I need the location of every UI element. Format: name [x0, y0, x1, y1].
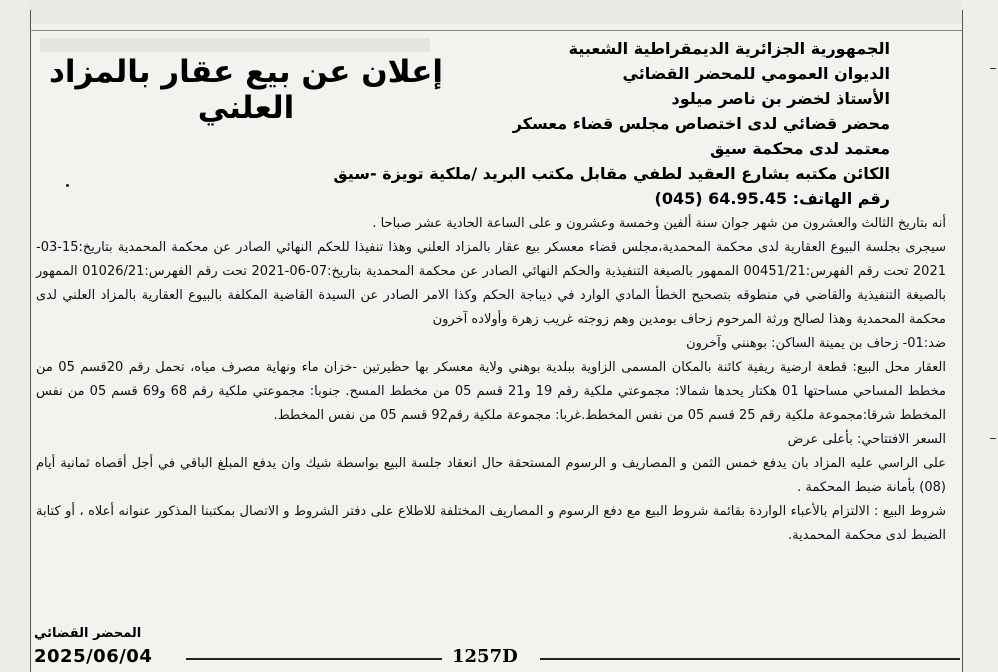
margin-tick [990, 68, 996, 69]
header-line-court: معتمد لدى محكمة سيق [710, 139, 890, 158]
judgment-paragraph: سيجرى بجلسة البيوع العقارية لدى محكمة المحمدية،مجلس قضاء معسكر بيع عقار بالمزاد العلني وهذا تنفيذا للحكم النهائي الصادر عن محكمة المحمدية بتاريخ:15-03-2021 تحت رقم الفهرس:00451/21 الممهور بالصيغة التنفيذية والحكم النهائي الصادر عن محكمة المحمدية بتاريخ:07-06-2021 تحت رقم الفهرس:01026/21 الممهور بالصيغة التنفيذية والقاضي في منطوقه بتصحيح الخطأ المادي الوارد في ديباجة الحكم وكذا الامر الصادر عن السيدة القاضية المكلفة بالبيوع العقارية بالمزاد العلني لدى محكمة المحمدية وهذا لصالح ورثة المرحوم زحاف بومدين وهم زوجته غريب زهرة وأولاده آخرون [36, 240, 946, 327]
sale-conditions-paragraph: شروط البيع : الالتزام بالأعباء الواردة بقائمة شروط البيع مع دفع الرسوم و المصاريف المختلفة للاطلاع على دفتر الشروط و الاتصال بمكتبنا المذكور عنوانه أعلاه ، أو كتابة الضبط لدى محكمة المحمدية. [36, 504, 946, 543]
issuer-header [333, 36, 890, 211]
top-rule [30, 30, 962, 31]
opening-price-paragraph: السعر الافتتاحي: بأعلى عرض [787, 432, 946, 447]
announcement-body [36, 212, 954, 548]
announcement-title: إعلان عن بيع عقار بالمزاد العلني [48, 54, 443, 126]
top-margin-strip [0, 0, 998, 24]
defendant-paragraph: ضد:01- زحاف بن يمينة الساكن: بوهنني وآخرون [686, 336, 946, 351]
footer-rule-right [540, 658, 960, 660]
margin-tick [990, 438, 996, 439]
header-line-phone: رقم الهاتف: 64.95.45 (045) [654, 189, 890, 208]
left-margin [0, 0, 30, 672]
right-margin [962, 0, 998, 672]
bleed-through-text [40, 38, 430, 52]
payment-terms-paragraph: على الراسي عليه المزاد بان يدفع خمس الثمن و المصاريف و الرسوم المستحقة حال انعقاد جلسة البيع بواسطة شيك وان يدفع المبلغ الباقي في أجل أقصاه ثمانية أيام (08) بأمانة ضبط المحكمة . [36, 456, 946, 495]
ad-reference-code: 1257D [452, 646, 518, 667]
property-paragraph: العقار محل البيع: قطعة ارضية ريفية كائنة بالمكان المسمى الزاوية ببلدية بوهني ولاية معسكر بها حظيرتين -خزان ماء ونهاية مصرف مياه، تحمل رقم 20قسم 05 من مخطط المساحي مساحتها 01 هكتار يحدها شمالا: مجموعتي ملكية رقم 19 و21 قسم 05 من مخطط المسح. جنوبا: مجموعتي ملكية رقم 68 و69 قسم 05 من نفس المخطط شرقا:مجموعة ملكية رقم 25 قسم 05 من نفس المخطط.غربا: مجموعة ملكية رقم92 قسم 05 من نفس المخطط. [36, 360, 946, 423]
ink-dot [66, 184, 69, 187]
header-line-office: الديوان العمومي للمحضر القضائي [622, 64, 890, 83]
footer-rule-left [186, 658, 442, 660]
left-column-rule [30, 10, 31, 672]
publication-date: 2025/06/04 [34, 646, 153, 667]
header-line-address: الكائن مكتبه بشارع العقيد لطفي مقابل مكتب البريد /ملكية تويزة -سيق [333, 164, 890, 183]
header-line-bailiff-name: الأستاذ لخضر بن ناصر ميلود [671, 89, 890, 108]
sale-date-paragraph: أنه بتاريخ الثالث والعشرون من شهر جوان سنة ألفين وخمسة وعشرون و على الساعة الحادية عشر صباحا . [372, 216, 946, 231]
header-line-jurisdiction: محضر قضائي لدى اختصاص مجلس قضاء معسكر [512, 114, 890, 133]
header-line-republic: الجمهورية الجزائرية الديمقراطية الشعبية [568, 39, 890, 58]
signature-label: المحضر القضائي [34, 626, 142, 641]
right-column-rule [962, 10, 963, 672]
